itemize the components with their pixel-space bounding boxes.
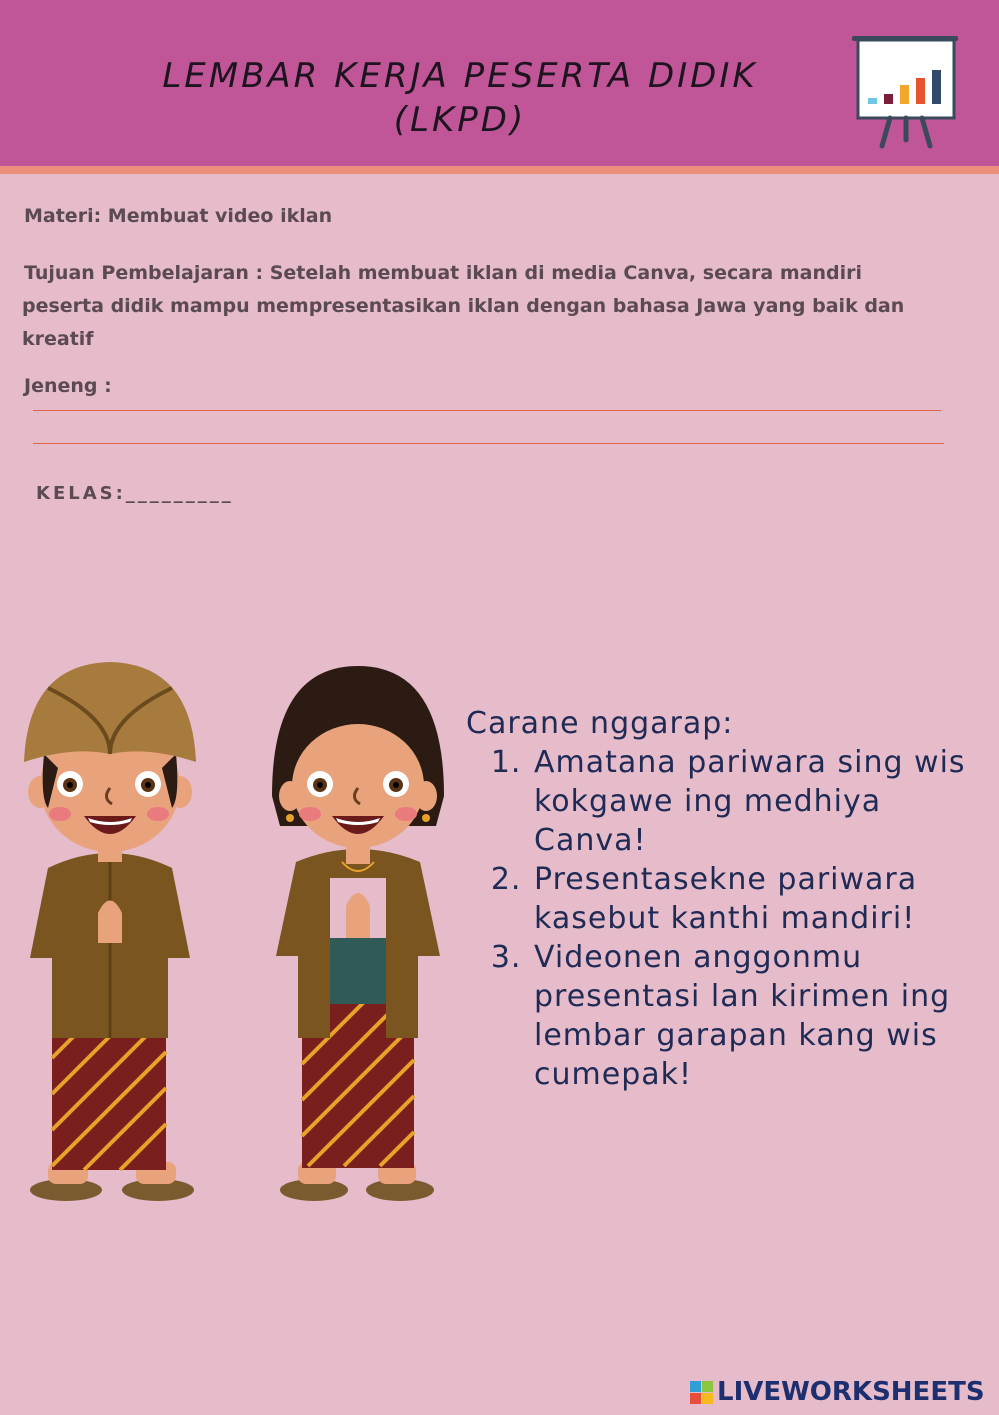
instructions-list	[466, 743, 986, 1094]
name-answer-line-2[interactable]	[33, 443, 944, 444]
instructions-block	[466, 704, 986, 1094]
jeneng-label: Jeneng :	[24, 375, 112, 397]
javanese-boy-illustration	[18, 658, 203, 1206]
liveworksheets-brand: LIVEWORKSHEETS	[717, 1377, 985, 1407]
instructions-heading: Carane nggarap:	[466, 706, 734, 741]
tujuan-text-line3: kreatif	[22, 328, 94, 350]
instruction-step: 3. Videonen anggonmu presentasi lan kirimen ing lembar garapan kang wis cumepak!	[532, 938, 986, 1094]
worksheet-title: LEMBAR KERJA PESERTA DIDIK	[162, 56, 758, 96]
header-stripe	[0, 166, 999, 174]
liveworksheets-logo	[690, 1372, 985, 1412]
tujuan-text-line2: peserta didik mampu mempresentasikan iklan dengan bahasa Jawa yang baik dan	[22, 295, 905, 317]
worksheet-subtitle: (LKPD)	[393, 100, 527, 140]
materi-text: Materi: Membuat video iklan	[24, 205, 333, 227]
name-answer-line-1[interactable]	[33, 410, 941, 411]
presentation-chart-icon	[848, 30, 964, 152]
liveworksheets-logo-icon	[690, 1381, 713, 1404]
instruction-step: 2. Presentasekne pariwara kasebut kanthi mandiri!	[532, 860, 986, 938]
instruction-step: 1. Amatana pariwara sing wis kokgawe ing medhiya Canva!	[532, 743, 986, 860]
tujuan-text-line1: Tujuan Pembelajaran : Setelah membuat iklan di media Canva, secara mandiri	[24, 262, 862, 284]
kelas-field[interactable]: KELAS:_________	[36, 483, 234, 504]
javanese-girl-illustration	[268, 666, 448, 1206]
